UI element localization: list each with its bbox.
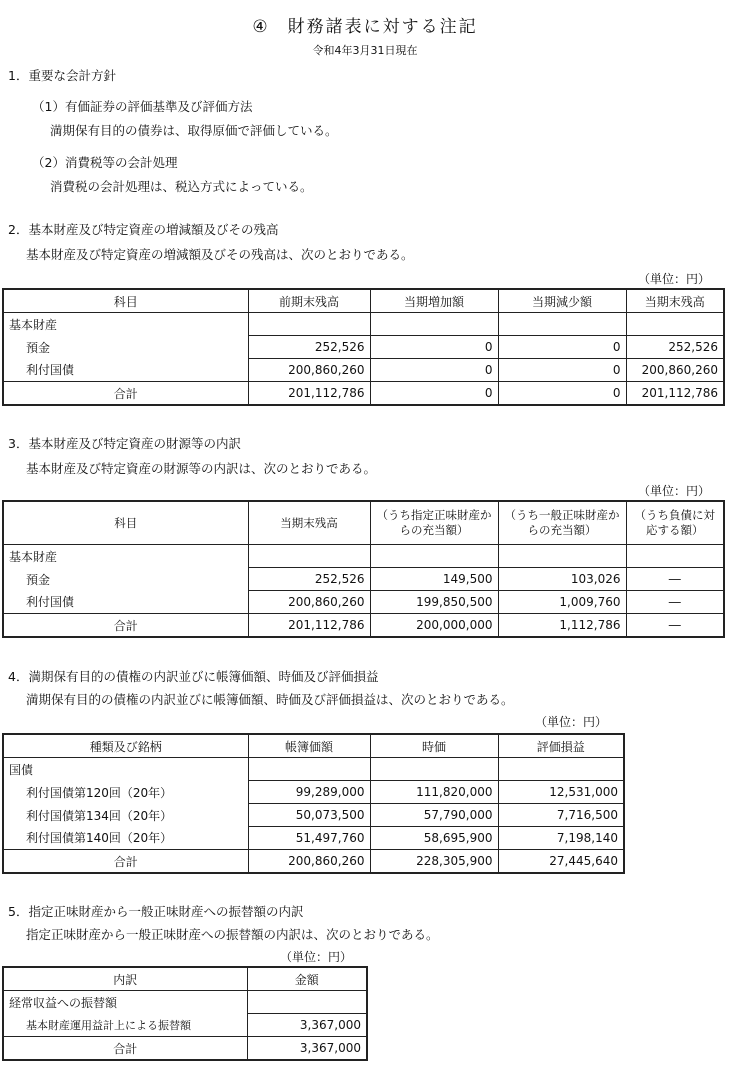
s1-sub1: （1）有価証券の評価基準及び評価方法 <box>32 99 253 114</box>
cell: 7,716,500 <box>498 804 624 827</box>
s4-table <box>2 733 625 874</box>
cell: 0 <box>498 359 626 382</box>
cell: 1,009,760 <box>498 591 626 614</box>
total-row <box>3 850 624 874</box>
cell: 50,073,500 <box>248 804 370 827</box>
col-header: （うち指定正味財産からの充当額） <box>370 501 498 545</box>
table-header-row <box>3 967 367 991</box>
cell: 200,860,260 <box>248 850 370 874</box>
table-header-row <box>3 289 724 313</box>
cell: 111,820,000 <box>370 781 498 804</box>
row-label: 預金 <box>3 568 248 591</box>
col-header: 当期減少額 <box>498 289 626 313</box>
col-header: （うち一般正味財産からの充当額） <box>498 501 626 545</box>
total-row <box>3 614 724 638</box>
cell: 51,497,760 <box>248 827 370 850</box>
col-header: 種類及び銘柄 <box>3 734 248 758</box>
col-header: 前期末残高 <box>248 289 370 313</box>
cell: 149,500 <box>370 568 498 591</box>
table-row <box>3 991 367 1014</box>
s2-table <box>2 288 725 406</box>
col-header: 当期末残高 <box>626 289 724 313</box>
s4-heading: 4．満期保有目的の債権の内訳並びに帳簿価額、時価及び評価損益 <box>8 669 379 684</box>
cell: 200,860,260 <box>248 591 370 614</box>
col-header: 内訳 <box>3 967 247 991</box>
col-header: 当期増加額 <box>370 289 498 313</box>
cell: 200,000,000 <box>370 614 498 638</box>
col-header: 時価 <box>370 734 498 758</box>
cell: 252,526 <box>248 568 370 591</box>
page-title <box>0 12 730 37</box>
col-header: 金額 <box>247 967 367 991</box>
total-label: 合計 <box>3 614 248 638</box>
row-label: 預金 <box>3 336 248 359</box>
cell: 57,790,000 <box>370 804 498 827</box>
col-header: 評価損益 <box>498 734 624 758</box>
s1-sub2-text: 消費税の会計処理は、税込方式によっている。 <box>50 179 313 194</box>
table-row <box>3 804 624 827</box>
cell: 99,289,000 <box>248 781 370 804</box>
row-label: 利付国債第140回（20年） <box>3 827 248 850</box>
total-row <box>3 382 724 406</box>
group-label: 基本財産 <box>3 313 248 336</box>
s1-heading: 1．重要な会計方針 <box>8 68 116 83</box>
total-row <box>3 1037 367 1061</box>
cell: 200,860,260 <box>626 359 724 382</box>
cell: 0 <box>370 382 498 406</box>
group-label: 基本財産 <box>3 545 248 568</box>
cell: 12,531,000 <box>498 781 624 804</box>
cell: ― <box>626 591 724 614</box>
cell: 199,850,500 <box>370 591 498 614</box>
s3-unit: （単位：円） <box>638 484 711 498</box>
table-row <box>3 568 724 591</box>
group-label: 経常収益への振替額 <box>3 991 247 1014</box>
cell: 201,112,786 <box>248 382 370 406</box>
s3-table <box>2 500 725 638</box>
table-row <box>3 758 624 781</box>
total-label: 合計 <box>3 850 248 874</box>
cell: 201,112,786 <box>626 382 724 406</box>
table-row <box>3 545 724 568</box>
table-row <box>3 313 724 336</box>
cell: 201,112,786 <box>248 614 370 638</box>
row-label: 基本財産運用益計上による振替額 <box>3 1014 247 1037</box>
table-row <box>3 591 724 614</box>
cell: 0 <box>498 336 626 359</box>
cell: 103,026 <box>498 568 626 591</box>
title-number: ④ <box>252 17 270 37</box>
cell: 228,305,900 <box>370 850 498 874</box>
cell: 1,112,786 <box>498 614 626 638</box>
cell: 0 <box>370 336 498 359</box>
s5-table <box>2 966 368 1061</box>
row-label: 利付国債第134回（20年） <box>3 804 248 827</box>
s4-text: 満期保有目的の債権の内訳並びに帳簿価額、時価及び評価損益は、次のとおりである。 <box>26 692 514 707</box>
s1-sub1-text: 満期保有目的の債券は、取得原価で評価している。 <box>50 123 338 138</box>
table-row <box>3 359 724 382</box>
col-header: 科目 <box>3 289 248 313</box>
cell: 252,526 <box>626 336 724 359</box>
row-label: 利付国債第120回（20年） <box>3 781 248 804</box>
s2-unit: （単位：円） <box>638 272 711 286</box>
row-label: 利付国債 <box>3 591 248 614</box>
s3-heading: 3．基本財産及び特定資産の財源等の内訳 <box>8 436 241 451</box>
col-header: 当期末残高 <box>248 501 370 545</box>
table-row <box>3 827 624 850</box>
cell: 7,198,140 <box>498 827 624 850</box>
cell: 3,367,000 <box>247 1014 367 1037</box>
s5-unit: （単位：円） <box>280 950 353 964</box>
cell: 3,367,000 <box>247 1037 367 1061</box>
table-row <box>3 781 624 804</box>
cell: 27,445,640 <box>498 850 624 874</box>
cell: ― <box>626 568 724 591</box>
s2-text: 基本財産及び特定資産の増減額及びその残高は、次のとおりである。 <box>26 247 414 262</box>
s1-sub2: （2）消費税等の会計処理 <box>32 155 178 170</box>
cell: 200,860,260 <box>248 359 370 382</box>
cell: 252,526 <box>248 336 370 359</box>
s3-text: 基本財産及び特定資産の財源等の内訳は、次のとおりである。 <box>26 461 377 476</box>
s5-heading: 5．指定正味財産から一般正味財産への振替額の内訳 <box>8 904 304 919</box>
row-label: 利付国債 <box>3 359 248 382</box>
cell: 0 <box>498 382 626 406</box>
s4-unit: （単位：円） <box>535 715 608 729</box>
total-label: 合計 <box>3 1037 247 1061</box>
table-row <box>3 1014 367 1037</box>
table-header-row <box>3 501 724 545</box>
col-header: （うち負債に対応する額） <box>626 501 724 545</box>
col-header: 科目 <box>3 501 248 545</box>
group-label: 国債 <box>3 758 248 781</box>
s2-heading: 2．基本財産及び特定資産の増減額及びその残高 <box>8 222 279 237</box>
title-text: 財務諸表に対する注記 <box>287 17 478 37</box>
col-header: 帳簿価額 <box>248 734 370 758</box>
table-header-row <box>3 734 624 758</box>
as-of-date: 令和4年3月31日現在 <box>312 44 418 57</box>
table-row <box>3 336 724 359</box>
total-label: 合計 <box>3 382 248 406</box>
s5-text: 指定正味財産から一般正味財産への振替額の内訳は、次のとおりである。 <box>26 927 439 942</box>
cell: 0 <box>370 359 498 382</box>
cell: ― <box>626 614 724 638</box>
cell: 58,695,900 <box>370 827 498 850</box>
